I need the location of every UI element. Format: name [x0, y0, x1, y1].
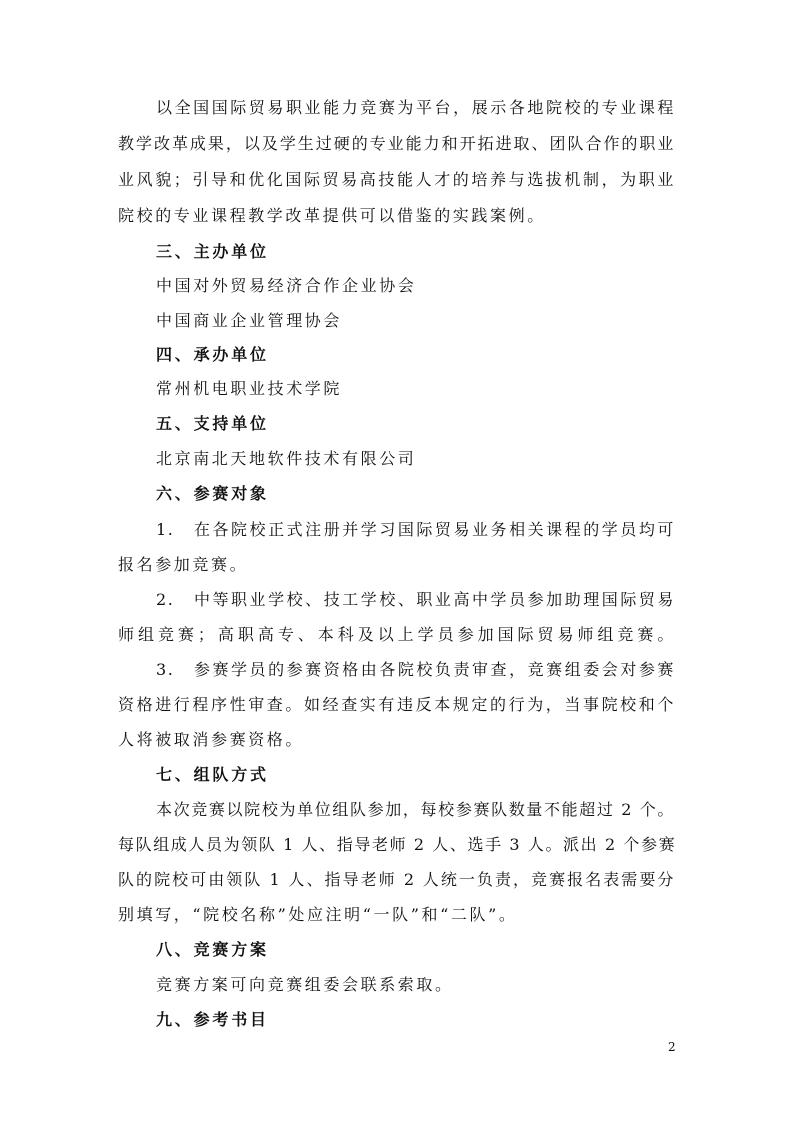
- list-item-line: 师组竞赛；高职高专、本科及以上学员参加国际贸易师组竞赛。: [118, 625, 675, 644]
- paragraph-line: 队的院校可由领队 1 人、指导老师 2 人统一负责，竞赛报名表需要分: [118, 870, 675, 889]
- paragraph-line: 竞赛方案可向竞赛组委会联系索取。: [156, 975, 454, 994]
- paragraph-line: 业风貌；引导和优化国际贸易高技能人才的培养与选拔机制，为职业: [118, 170, 675, 189]
- list-item-line: 人将被取消参赛资格。: [118, 730, 305, 749]
- section-heading: 七、组队方式: [156, 765, 269, 784]
- page-number: 2: [668, 1040, 676, 1054]
- host-name: 常州机电职业技术学院: [156, 379, 343, 398]
- organizer-name: 中国对外贸易经济合作企业协会: [156, 276, 417, 295]
- paragraph-line: 教学改革成果，以及学生过硬的专业能力和开拓进取、团队合作的职业: [118, 134, 675, 153]
- list-item-line: 报名参加竞赛。: [118, 555, 249, 574]
- section-heading: 六、参赛对象: [156, 484, 269, 503]
- list-item-line: 3. 参赛学员的参赛资格由各院校负责审查，竞赛组委会对参赛: [156, 660, 675, 679]
- paragraph-line: 院校的专业课程教学改革提供可以借鉴的实践案例。: [118, 206, 546, 225]
- section-heading: 五、支持单位: [156, 414, 269, 433]
- section-heading: 八、竞赛方案: [156, 940, 269, 959]
- organizer-name: 中国商业企业管理协会: [156, 311, 343, 330]
- list-item-line: 资格进行程序性审查。如经查实有违反本规定的行为，当事院校和个: [118, 695, 675, 714]
- section-heading: 九、参考书目: [156, 1010, 269, 1029]
- paragraph-line: 本次竞赛以院校为单位组队参加，每校参赛队数量不能超过 2 个。: [156, 800, 675, 819]
- paragraph-line: 每队组成人员为领队 1 人、指导老师 2 人、选手 3 人。派出 2 个参赛: [118, 835, 677, 854]
- section-heading: 三、主办单位: [156, 242, 269, 261]
- paragraph-line: 别填写，“院校名称”处应注明“一队”和“二队”。: [118, 905, 518, 924]
- list-item-line: 2. 中等职业学校、技工学校、职业高中学员参加助理国际贸易: [156, 590, 675, 609]
- paragraph-line: 以全国国际贸易职业能力竞赛为平台，展示各地院校的专业课程: [156, 98, 675, 117]
- supporter-name: 北京南北天地软件技术有限公司: [156, 449, 417, 468]
- list-item-line: 1. 在各院校正式注册并学习国际贸易业务相关课程的学员均可: [156, 520, 675, 539]
- section-heading: 四、承办单位: [156, 345, 269, 364]
